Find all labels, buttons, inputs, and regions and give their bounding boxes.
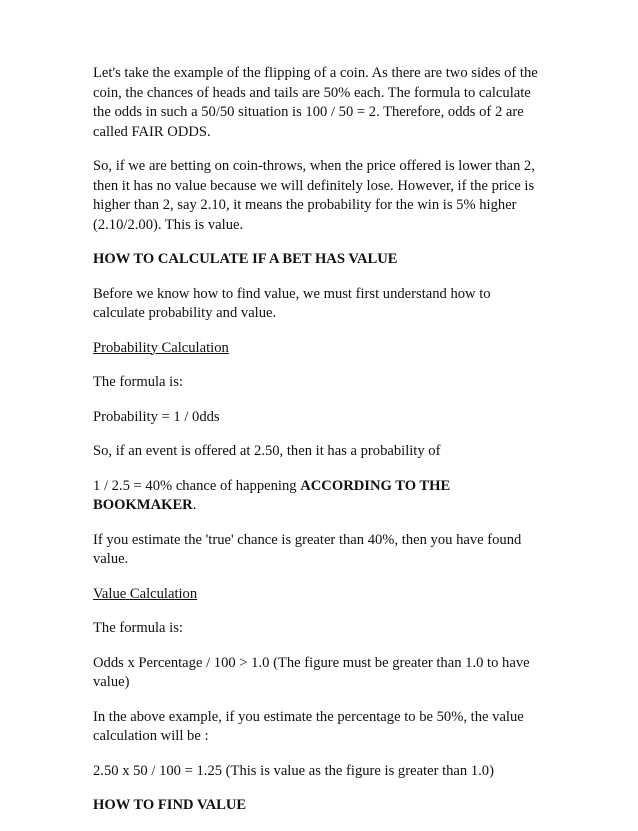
- text-line: calculation will be :: [93, 728, 209, 744]
- bold-text-run: BOOKMAKER: [93, 497, 193, 513]
- text-line: Let's take the example of the flipping of a coin. As there are two sides of the: [93, 65, 538, 81]
- paragraph-coin-betting: [93, 157, 545, 235]
- text-line: So, if we are betting on coin-throws, when the price offered is lower than 2,: [93, 158, 535, 174]
- heading-calculate-value: HOW TO CALCULATE IF A BET HAS VALUE: [93, 251, 398, 267]
- text-line: If you estimate the 'true' chance is greater than 40%, then you have found: [93, 531, 522, 548]
- text-line: value.: [93, 551, 129, 567]
- text-line: [93, 496, 545, 516]
- text-line: Before we know how to find value, we must first understand how to: [93, 285, 491, 302]
- document-page: [93, 64, 545, 831]
- text-line: [93, 477, 545, 497]
- paragraph-true-chance: [93, 531, 545, 570]
- paragraph-value-formula: [93, 654, 545, 693]
- paragraph-value-result: 2.50 x 50 / 100 = 1.25 (This is value as the figure is greater than 1.0): [93, 762, 494, 779]
- text-line: value): [93, 674, 130, 690]
- subheading-probability-calculation: Probability Calculation: [93, 339, 229, 356]
- paragraph-bookmaker-chance: [93, 477, 545, 516]
- text-line: then it has no value because we will definitely lose. However, if the price is: [93, 177, 535, 194]
- paragraph-intro-calculation: [93, 285, 545, 324]
- text-line: coin, the chances of heads and tails are 50% each. The formula to calculate: [93, 84, 531, 101]
- paragraph-probability-formula: Probability = 1 / 0dds: [93, 408, 220, 425]
- paragraph-coin-example: [93, 64, 545, 142]
- text-line: (2.10/2.00). This is value.: [93, 216, 244, 233]
- text-run: 1 / 2.5 = 40% chance of happening: [93, 477, 301, 494]
- subheading-value-calculation: Value Calculation: [93, 585, 198, 602]
- bold-text-run: ACCORDING TO THE: [300, 477, 451, 494]
- text-line: the odds in such a 50/50 situation is 100 / 50 = 2. Therefore, odds of 2 are: [93, 104, 524, 120]
- text-run: .: [192, 497, 197, 513]
- text-line: called FAIR ODDS.: [93, 123, 211, 140]
- heading-find-value: HOW TO FIND VALUE: [93, 797, 247, 813]
- paragraph-example-estimate: [93, 708, 545, 747]
- paragraph-formula-label: The formula is:: [93, 374, 183, 390]
- text-line: Odds x Percentage / 100 > 1.0 (The figure must be greater than 1.0 to have: [93, 654, 530, 671]
- paragraph-event-offered: So, if an event is offered at 2.50, then it has a probability of: [93, 443, 441, 459]
- text-line: calculate probability and value.: [93, 305, 277, 321]
- paragraph-formula-label-2: The formula is:: [93, 620, 183, 636]
- text-line: higher than 2, say 2.10, it means the probability for the win is 5% higher: [93, 197, 517, 213]
- text-line: In the above example, if you estimate the percentage to be 50%, the value: [93, 708, 524, 725]
